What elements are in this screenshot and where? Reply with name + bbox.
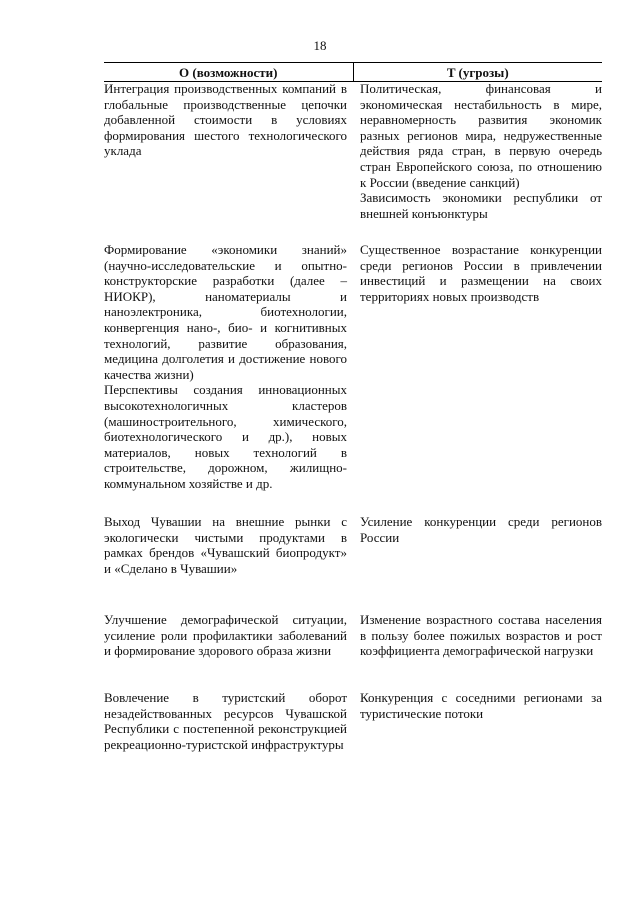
- threat-cell: [353, 514, 602, 576]
- threat-text: Существенное возрастание конкуренции среди регионов России в привлечении инвестиций и размещении на своих территориях новых производств: [360, 242, 602, 304]
- threat-text: Изменение возрастного состава населения в пользу более пожилых возрастов и рост коэффициента демографической нагрузки: [360, 612, 602, 659]
- threat-cell: [353, 242, 602, 492]
- opportunity-cell: [104, 242, 353, 492]
- opportunity-text: Выход Чувашии на внешние рынки с экологически чистыми продуктами в рамках брендов «Чувашский биопродукт» и «Сделано в Чувашии»: [104, 514, 347, 576]
- table-row: [104, 514, 602, 576]
- threat-cell: [353, 81, 602, 221]
- table-row: [104, 690, 602, 752]
- threat-text: Политическая, финансовая и экономическая нестабильность в мире, неравномерность развития экономик разных регионов мира, недружественные действия ряда стран, в первую очередь стран Европейского союза, по отношению к России (введение санкций): [360, 81, 602, 190]
- threat-text: Усиление конкуренции среди регионов России: [360, 514, 602, 545]
- swot-table: [104, 62, 602, 752]
- opportunity-text: Перспективы создания инновационных высокотехнологичных кластеров (машиностроительного, химического, биотехнологического и др.), новых материалов, новых технологий в строительстве, дорожном, жилищно-коммунальном хозяйстве и др.: [104, 382, 347, 491]
- header-threats: T (угрозы): [446, 65, 509, 80]
- opportunity-text: Интеграция производственных компаний в глобальные производственные цепочки добавленной стоимости в условиях формирования шестого технологического уклада: [104, 81, 347, 159]
- opportunity-text: Вовлечение в туристский оборот незадействованных ресурсов Чувашской Республики с постепенной реконструкцией рекреационно-туристской инфраструктуры: [104, 690, 347, 752]
- opportunity-cell: [104, 81, 353, 221]
- opportunity-cell: [104, 690, 353, 752]
- table-header: [104, 62, 602, 82]
- opportunity-cell: [104, 514, 353, 576]
- opportunity-text: Улучшение демографической ситуации, усиление роли профилактики заболеваний и формирование здорового образа жизни: [104, 612, 347, 659]
- threat-text: Конкуренция с соседними регионами за туристические потоки: [360, 690, 602, 721]
- opportunity-text: Формирование «экономики знаний» (научно-исследовательские и опытно-конструкторские разработки (далее – НИОКР), наноматериалы и наноэлектроника, биотехнологии, конвергенция нано-, био- и когнитивных технологий, развитие образования, медицина долголетия и достижение нового качества жизни): [104, 242, 347, 382]
- header-opportunities: O (возможности): [104, 63, 354, 81]
- threat-text: Зависимость экономики республики от внешней конъюнктуры: [360, 190, 602, 221]
- table-row: [104, 81, 602, 221]
- threat-cell: [353, 612, 602, 659]
- table-row: [104, 242, 602, 492]
- opportunity-cell: [104, 612, 353, 659]
- table-row: [104, 612, 602, 659]
- page-number: 18: [313, 38, 327, 53]
- threat-cell: [353, 690, 602, 752]
